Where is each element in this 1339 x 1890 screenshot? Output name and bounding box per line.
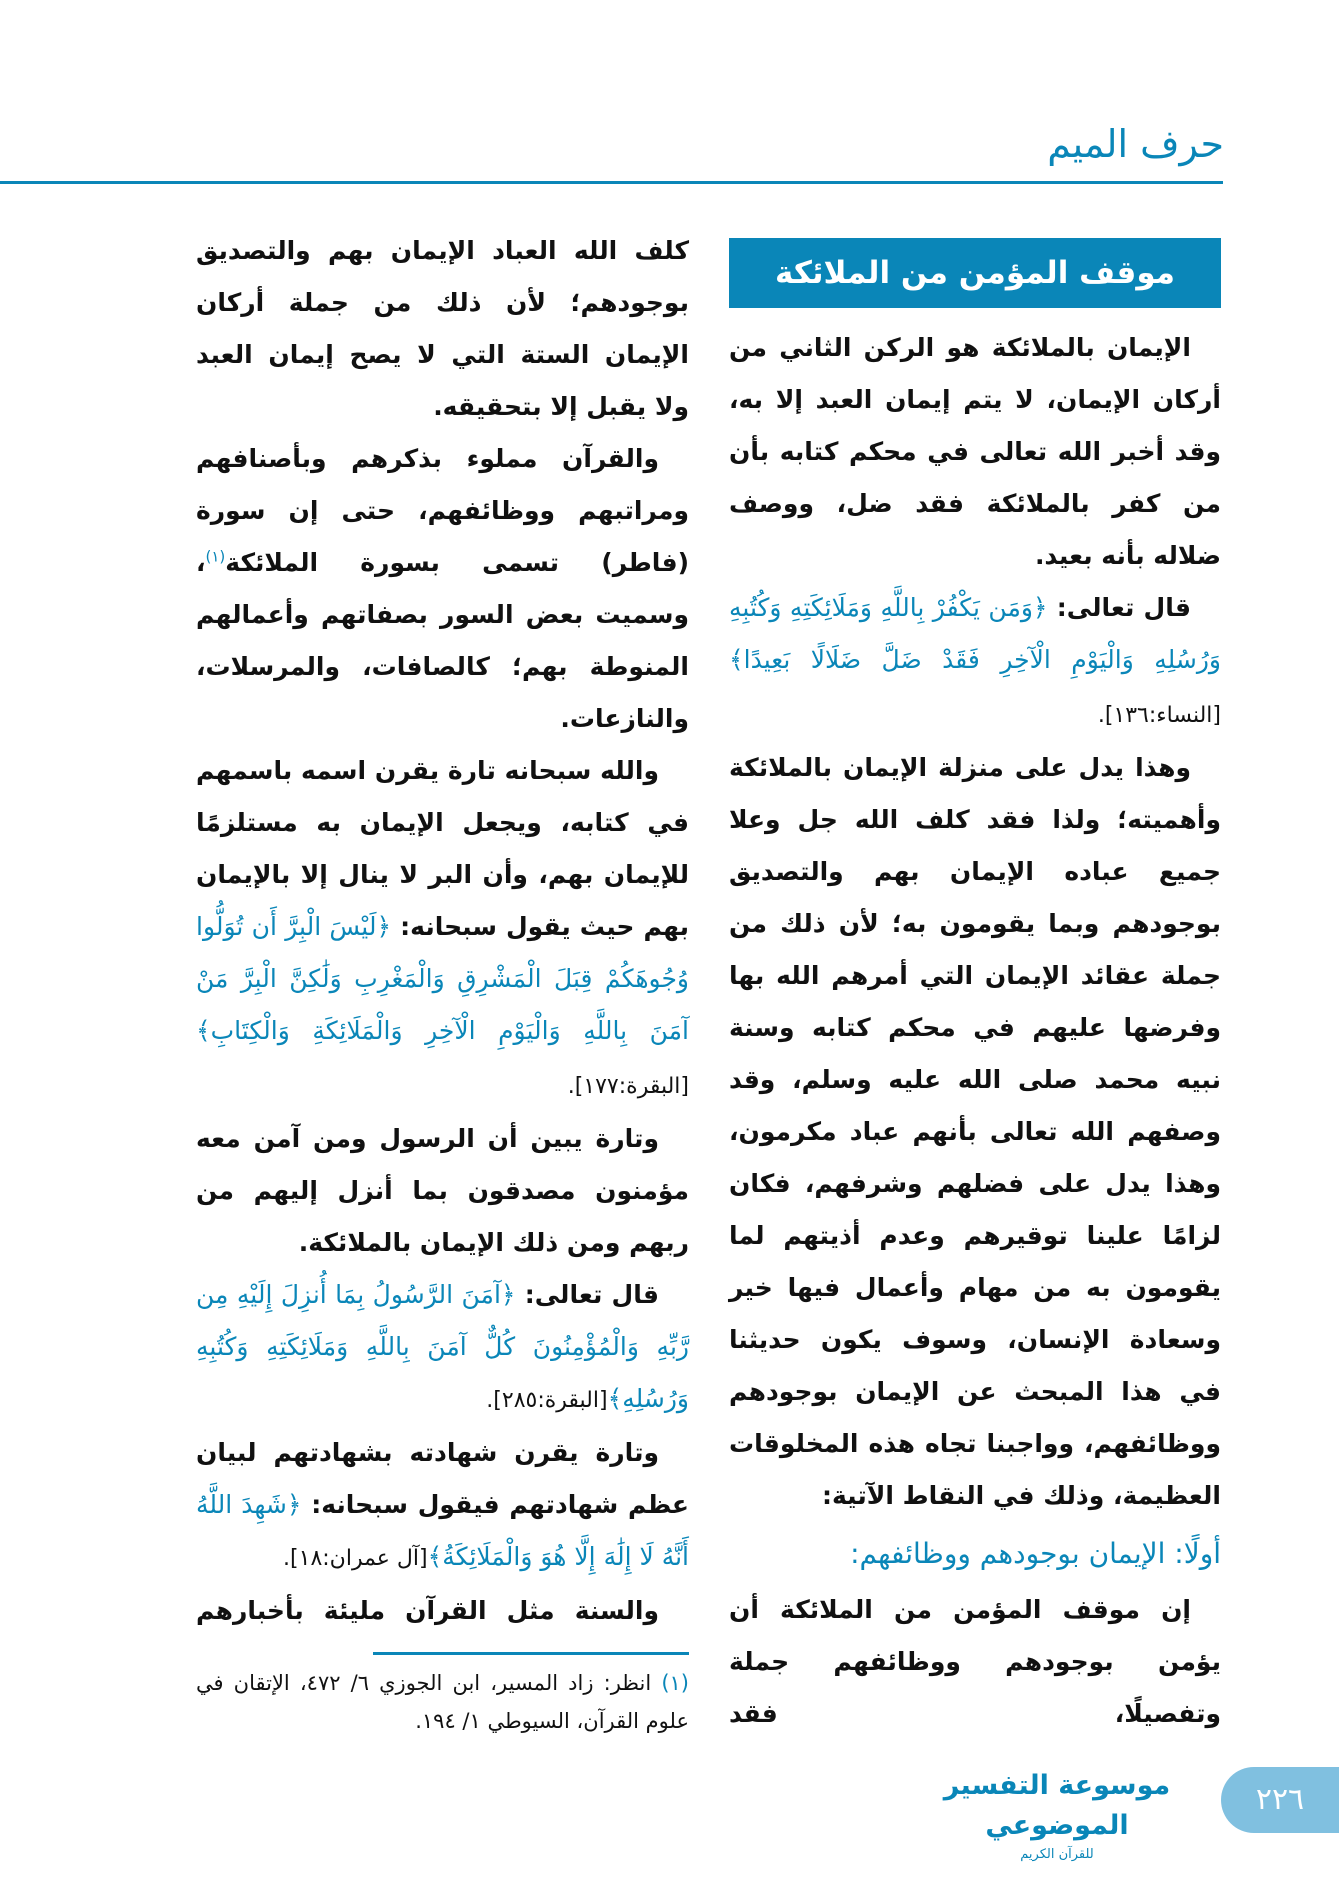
section-title: موقف المؤمن من الملائكة — [729, 238, 1221, 308]
chapter-header: حرف الميم — [1047, 122, 1224, 166]
logo-subtitle: للقرآن الكريم — [1020, 1847, 1094, 1862]
footnote-marker: (١) — [205, 547, 226, 566]
quran-verse: ﴿شَهِدَ اللَّهُ أَنَّهُ لَا إِلَٰهَ إِلَّا هُوَ وَالْمَلَائِكَةُ﴾ — [196, 1490, 689, 1571]
paragraph — [196, 433, 689, 745]
header-divider — [0, 181, 1223, 184]
paragraph-text: قال تعالى: — [515, 1280, 659, 1309]
paragraph-text: إن موقف المؤمن من الملائكة أن يؤمن بوجودهم ووظائفهم جملة وتفصيلًا، فقد — [729, 1595, 1221, 1728]
page-number: ٢٢٦ — [1221, 1767, 1339, 1833]
paragraph-text: والقرآن مملوء بذكرهم وبأصنافهم ومراتبهم ووظائفهم، حتى إن سورة (فاطر) تسمى بسورة الملائكة — [196, 444, 689, 577]
sub-heading — [729, 1528, 1221, 1580]
paragraph — [729, 582, 1221, 742]
verse-reference: [آل عمران:١٨]. — [283, 1546, 428, 1571]
verse-reference: [النساء:١٣٦]. — [1097, 703, 1221, 728]
encyclopedia-logo — [934, 1766, 1180, 1864]
paragraph — [729, 322, 1221, 582]
footnote — [196, 1664, 689, 1740]
right-column — [729, 238, 1221, 1740]
paragraph — [196, 1269, 689, 1427]
left-column — [196, 225, 689, 1637]
paragraph-text: ، وسميت بعض السور بصفاتهم وأعمالهم المنوطة بهم؛ كالصافات، والمرسلات، والنازعات. — [196, 548, 689, 733]
quran-verse: ﴿آمَنَ الرَّسُولُ بِمَا أُنزِلَ إِلَيْهِ مِن رَّبِّهِ وَالْمُؤْمِنُونَ كُلٌّ آمَنَ بِاللَّهِ وَمَلَائِكَتِهِ وَكُتُبِهِ وَرُسُلِهِ﴾ — [196, 1280, 689, 1413]
left-column-body — [196, 225, 689, 1637]
verse-reference: [البقرة:١٧٧]. — [567, 1074, 689, 1099]
right-column-body — [729, 322, 1221, 1740]
logo-title: موسوعة التفسير الموضوعي — [943, 1770, 1171, 1841]
paragraph-text: كلف الله العباد الإيمان بهم والتصديق بوجودهم؛ لأن ذلك من جملة أركان الإيمان الستة التي لا يصح إيمان العبد ولا يقبل إلا بتحقيقه. — [196, 236, 689, 421]
footnote-number: (١) — [661, 1671, 689, 1695]
footnote-text: انظر: زاد المسير، ابن الجوزي ٦/ ٤٧٢، الإتقان في علوم القرآن، السيوطي ١/ ١٩٤. — [196, 1671, 689, 1733]
paragraph — [729, 1584, 1221, 1740]
paragraph-text: أولًا: الإيمان بوجودهم ووظائفهم: — [850, 1537, 1221, 1570]
paragraph-text: والسنة مثل القرآن مليئة بأخبارهم — [196, 1596, 659, 1625]
paragraph-text: والله سبحانه تارة يقرن اسمه باسمهم في كتابه، ويجعل الإيمان به مستلزمًا للإيمان بهم، وأن البر لا ينال إلا بالإيمان بهم حيث يقول سبحانه: — [196, 756, 689, 941]
paragraph-text: قال تعالى: — [1047, 593, 1191, 622]
quran-verse: ﴿وَمَن يَكْفُرْ بِاللَّهِ وَمَلَائِكَتِهِ وَكُتُبِهِ وَرُسُلِهِ وَالْيَوْمِ الْآخِرِ فَقَدْ ضَلَّ ضَلَالًا بَعِيدًا﴾ — [729, 593, 1221, 674]
paragraph-text: وتارة يبين أن الرسول ومن آمن معه مؤمنون مصدقون بما أنزل إليهم من ربهم ومن ذلك الإيمان بالملائكة. — [196, 1124, 689, 1257]
paragraph — [196, 745, 689, 1113]
quran-verse: ﴿لَيْسَ الْبِرَّ أَن تُوَلُّوا وُجُوهَكُمْ قِبَلَ الْمَشْرِقِ وَالْمَغْرِبِ وَلَٰكِنَّ الْبِرَّ مَنْ آمَنَ بِاللَّهِ وَالْيَوْمِ الْآخِرِ وَالْمَلَائِكَةِ وَالْكِتَابِ﴾ — [196, 912, 689, 1045]
paragraph — [196, 1585, 689, 1637]
verse-reference: [البقرة:٢٨٥]. — [486, 1388, 608, 1413]
paragraph — [196, 1113, 689, 1269]
paragraph-text: وتارة يقرن شهادته بشهادتهم لبيان عظم شهادتهم فيقول سبحانه: — [196, 1438, 689, 1519]
paragraph — [196, 1427, 689, 1585]
paragraph-text: وهذا يدل على منزلة الإيمان بالملائكة وأهميته؛ ولذا فقد كلف الله جل وعلا جميع عباده الإيمان بهم والتصديق بوجودهم وبما يقومون به؛ لأن ذلك من جملة عقائد الإيمان التي أمرهم الله بها وفرضها عليهم في محكم كتابه وسنة نبيه محمد صلى الله عليه وسلم، وقد وصفهم الله تعالى بأنهم عباد مكرمون، وهذا يدل على فضلهم وشرفهم، فكان لزامًا علينا توقيرهم وعدم أذيتهم لما يقومون به من مهام وأعمال فيها خير وسعادة الإنسان، وسوف يكون حديثنا في هذا المبحث عن الإيمان بوجودهم ووظائفهم، وواجبنا تجاه هذه المخلوقات العظيمة، وذلك في النقاط الآتية: — [729, 753, 1221, 1510]
paragraph — [196, 225, 689, 433]
paragraph — [729, 742, 1221, 1522]
footnote-divider — [373, 1652, 689, 1655]
paragraph-text: الإيمان بالملائكة هو الركن الثاني من أركان الإيمان، لا يتم إيمان العبد إلا به، وقد أخبر الله تعالى في محكم كتابه بأن من كفر بالملائكة فقد ضل، ووصف ضلاله بأنه بعيد. — [729, 333, 1221, 570]
